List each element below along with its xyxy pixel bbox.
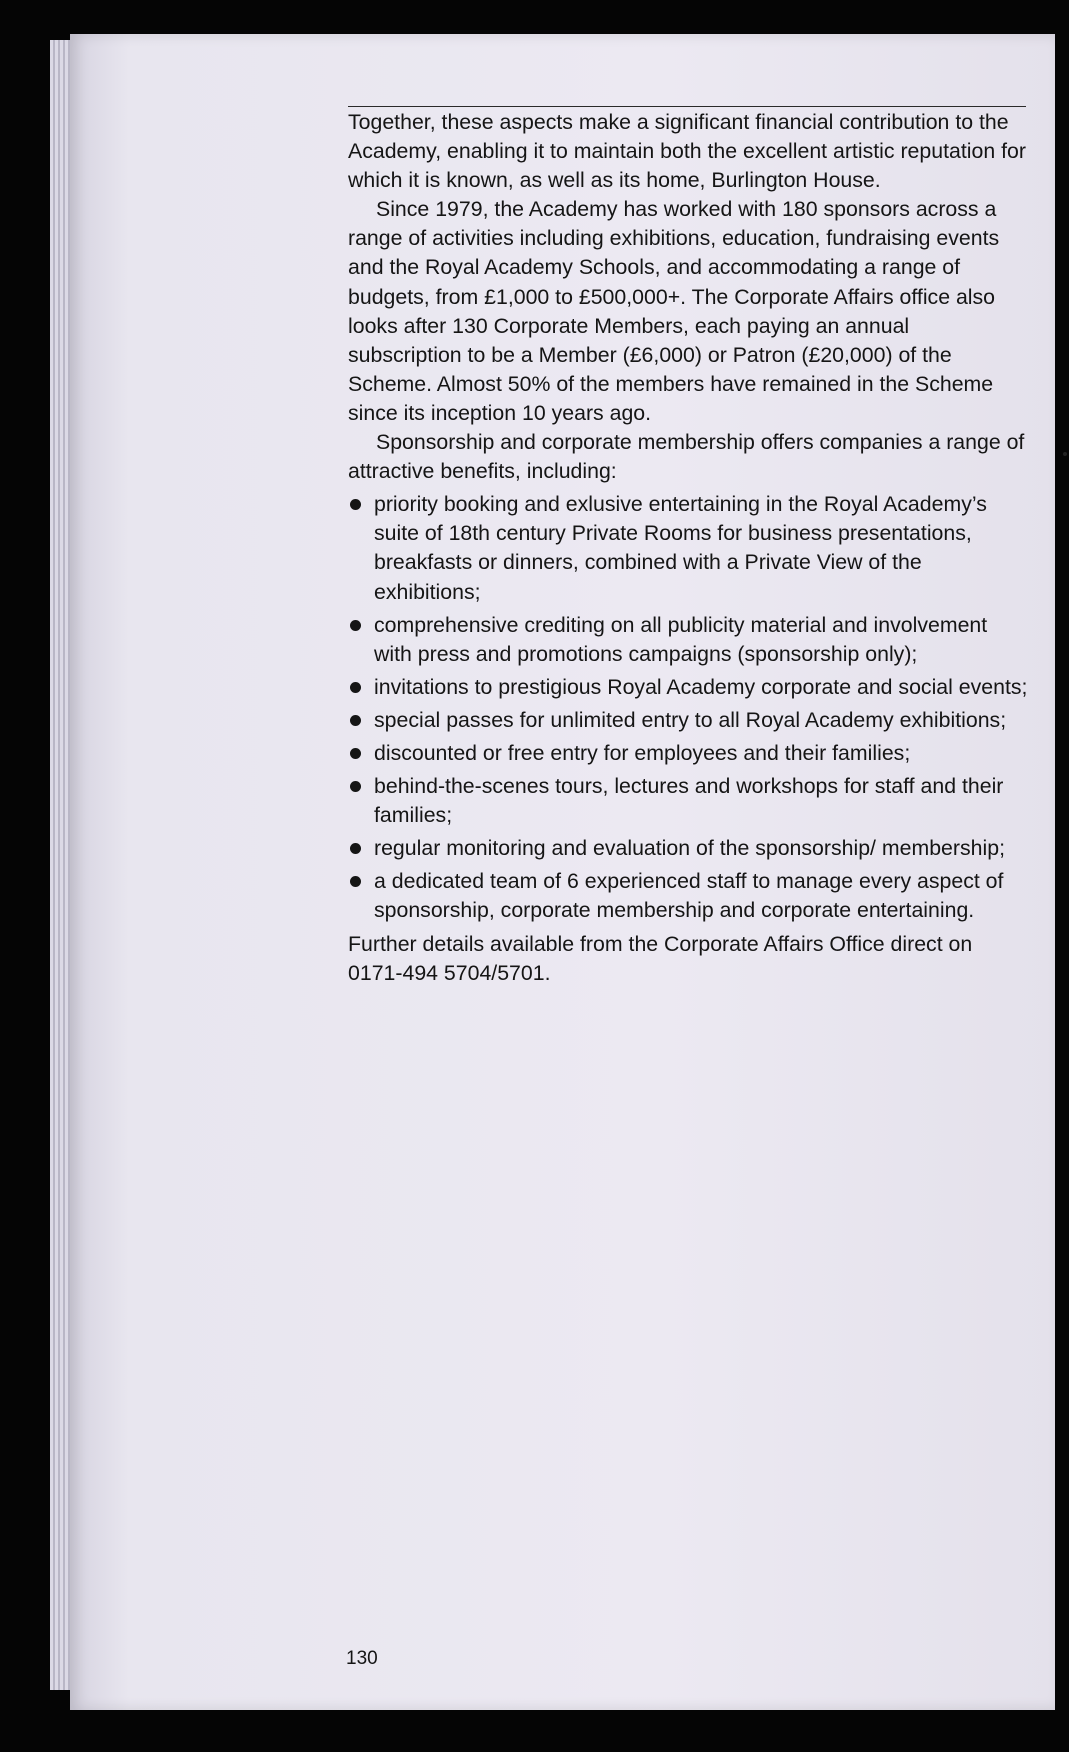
list-item: behind-the-scenes tours, lectures and workshops for staff and their families; (348, 772, 1028, 830)
dust-speck (1063, 452, 1067, 456)
bullet-icon (350, 682, 361, 693)
list-item: priority booking and exlusive entertaining in the Royal Academy’s suite of 18th century Private Rooms for business presentations, breakfasts or dinners, combined with a Private View of the exhibitions; (348, 490, 1028, 606)
bullet-icon (350, 499, 361, 510)
bullet-icon (350, 715, 361, 726)
list-item: discounted or free entry for employees and their families; (348, 739, 1028, 768)
list-item: invitations to prestigious Royal Academy corporate and social events; (348, 673, 1028, 702)
bullet-icon (350, 748, 361, 759)
bullet-icon (350, 620, 361, 631)
list-item: regular monitoring and evaluation of the sponsorship/ membership; (348, 834, 1028, 863)
top-rule (348, 106, 1026, 107)
paragraph-sponsors-since-1979: Since 1979, the Academy has worked with 180 sponsors across a range of activities including exhibitions, education, fundraising events and the Royal Academy Schools, and accommodating a range of budgets, from £1,000 to £500,000+. The Corporate Affairs office also looks after 130 Corporate Members, each paying an annual subscription to be a Member (£6,000) or Patron (£20,000) of the Scheme. Almost 50% of the members have remained in the Scheme since its inception 10 years ago. (348, 197, 1000, 425)
body-text (348, 108, 1028, 988)
paragraph-financial-contribution: Together, these aspects make a significant financial contribution to the Academy, enabling it to maintain both the excellent artistic reputation for which it is known, as well as its home, Burlington House. (348, 110, 1026, 193)
page-number: 130 (346, 1648, 378, 1669)
bullet-icon (350, 843, 361, 854)
paragraph-further-details: Further details available from the Corporate Affairs Office direct on 0171-494 5704/5701. (348, 931, 973, 985)
bullet-icon (350, 876, 361, 887)
bullet-icon (350, 781, 361, 792)
list-item: comprehensive crediting on all publicity material and involvement with press and promotions campaigns (sponsorship only); (348, 611, 1028, 669)
list-item: special passes for unlimited entry to all Royal Academy exhibitions; (348, 706, 1028, 735)
benefits-list (348, 490, 1028, 925)
list-item: a dedicated team of 6 experienced staff to manage every aspect of sponsorship, corporate membership and corporate entertaining. (348, 867, 1028, 925)
paragraph-benefits-intro: Sponsorship and corporate membership offers companies a range of attractive benefits, including: (348, 430, 1025, 484)
